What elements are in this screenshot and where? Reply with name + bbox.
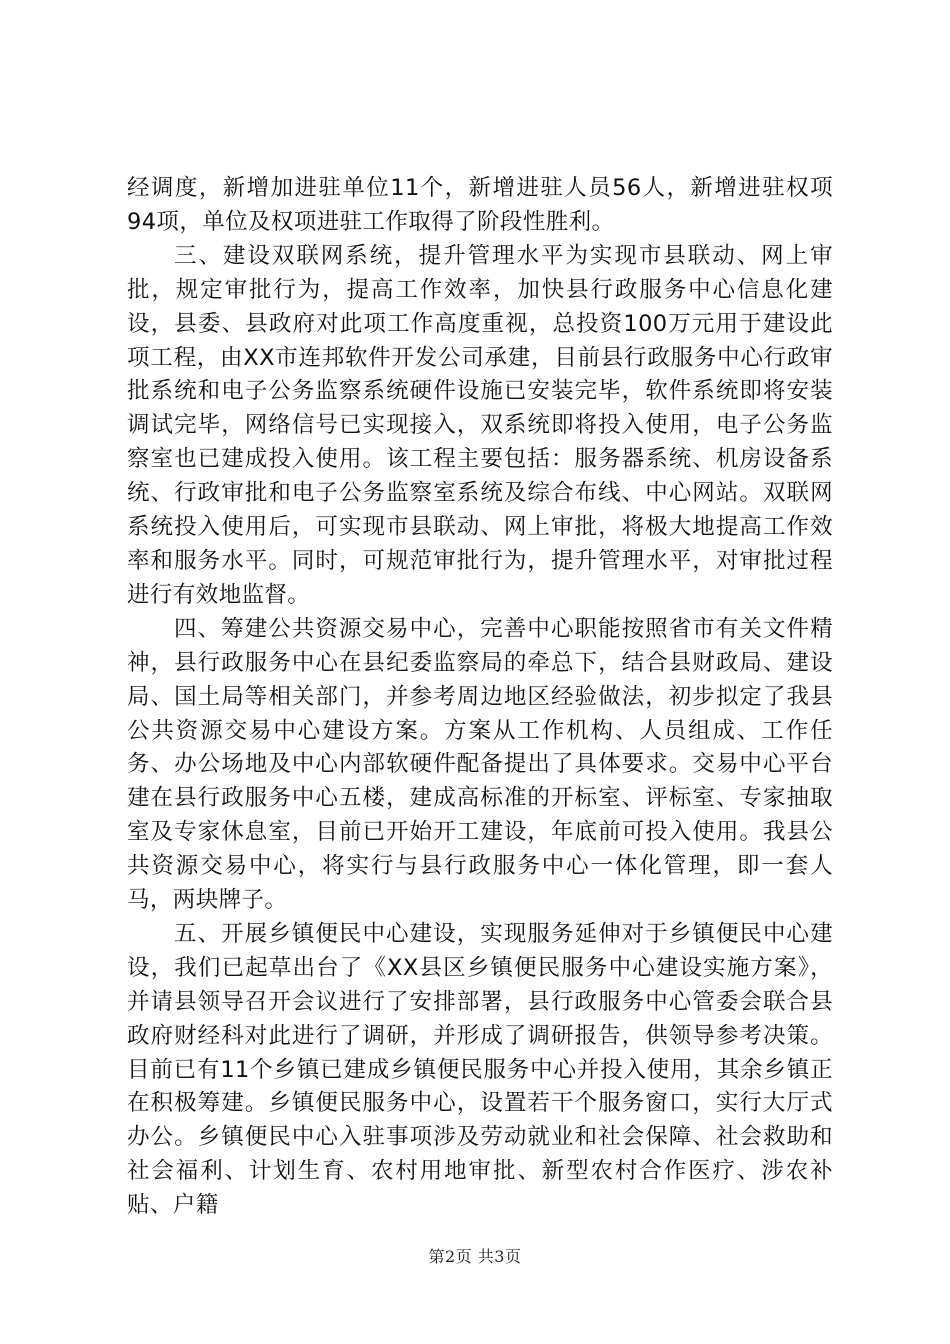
- paragraph-3: 四、筹建公共资源交易中心，完善中心职能按照省市有关文件精神，县行政服务中心在县纪委监察局的牵总下，结合县财政局、建设局、国土局等相关部门，并参考周边地区经验做法，初步拟定了我县公共资源交易中心建设方案。方案从工作机构、人员组成、工作任务、办公场地及中心内部软硬件配备提出了具体要求。交易中心平台建在县行政服务中心五楼，建成高标准的开标室、评标室、专家抽取室及专家休息室，目前已开始开工建设，年底前可投入使用。我县公共资源交易中心，将实行与县行政服务中心一体化管理，即一套人马，两块牌子。: [127, 615, 833, 914]
- page-footer: 第2页 共3页: [428, 1247, 522, 1266]
- document-body: [127, 172, 833, 1223]
- paragraph-4: 五、开展乡镇便民中心建设，实现服务延伸对于乡镇便民中心建设，我们已起草出台了《XX县区乡镇便民服务中心建设实施方案》，并请县领导召开会议进行了安排部署，县行政服务中心管委会联合县政府财经科对此进行了调研，并形成了调研报告，供领导参考决策。目前已有11个乡镇已建成乡镇便民服务中心并投入使用，其余乡镇正在积极筹建。乡镇便民服务中心，设置若干个服务窗口，实行大厅式办公。乡镇便民中心入驻事项涉及劳动就业和社会保障、社会救助和社会福利、计划生育、农村用地审批、新型农村合作医疗、涉农补贴、户籍: [127, 920, 833, 1219]
- paragraph-1: 经调度，新增加进驻单位11个，新增进驻人员56人，新增进驻权项94项，单位及权项进驻工作取得了阶段性胜利。: [127, 175, 833, 235]
- paragraph-2: 三、建设双联网系统，提升管理水平为实现市县联动、网上审批，规定审批行为，提高工作效率，加快县行政服务中心信息化建设，县委、县政府对此项工作高度重视，总投资100万元用于建设此项工程，由XX市连邦软件开发公司承建，目前县行政服务中心行政审批系统和电子公务监察系统硬件设施已安装完毕，软件系统即将安装调试完毕，网络信号已实现接入，双系统即将投入使用，电子公务监察室也已建成投入使用。该工程主要包括：服务器系统、机房设备系统、行政审批和电子公务监察室系统及综合布线、中心网站。双联网系统投入使用后，可实现市县联动、网上审批，将极大地提高工作效率和服务水平。同时，可规范审批行为，提升管理水平，对审批过程进行有效地监督。: [127, 242, 833, 608]
